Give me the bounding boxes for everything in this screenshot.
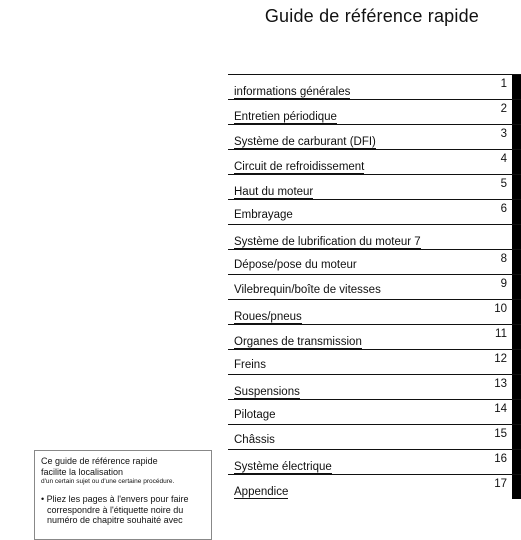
instruction-note: d'un certain sujet ou d'une certaine procédure. [41,478,175,485]
chapter-number: 11 [495,328,507,340]
chapter-number: 14 [494,403,507,415]
chapter-number: 5 [500,178,507,190]
chapter-label: Pilotage [234,409,276,421]
instruction-text: correspondre à l'étiquette noire du [47,504,184,515]
chapter-label: Freins [234,359,266,371]
chapter-row-12[interactable] [228,349,521,374]
chapter-number: 8 [500,253,507,265]
chapter-label: Organes de transmission [234,336,362,348]
instruction-text: numéro de chapitre souhaité avec [47,515,183,525]
chapter-label: Suspensions [234,386,300,398]
instruction-text: facilite la localisation [41,466,124,477]
chapter-label: Système électrique [234,461,332,473]
chapter-label: Embrayage [234,209,293,221]
chapter-row-14[interactable] [228,399,521,424]
chapter-label: Entretien périodique [234,111,337,123]
chapter-label: Roues/pneus [234,311,302,323]
chapter-row-15[interactable] [228,424,521,449]
instruction-box [34,450,212,540]
chapter-label: Vilebrequin/boîte de vitesses [234,284,381,296]
chapter-row-10[interactable] [228,299,521,324]
chapter-number: 17 [494,478,507,490]
chapter-number: 16 [494,453,507,465]
chapter-number: 4 [500,153,507,165]
chapter-label: Système de carburant (DFI) [234,136,376,148]
chapter-number: 6 [500,203,507,215]
chapter-label: Appendice [234,486,289,498]
chapter-number: 9 [500,278,507,290]
chapter-number: 3 [500,128,507,140]
chapter-number: 12 [494,353,507,365]
chapter-label: Châssis [234,434,275,446]
instruction-text: Ce guide de référence rapide [41,456,158,466]
chapter-row-1[interactable] [228,74,521,99]
chapter-number: 13 [494,378,507,390]
chapter-row-2[interactable] [228,99,521,124]
chapter-row-13[interactable] [228,374,521,399]
chapter-row-4[interactable] [228,149,521,174]
chapter-row-16[interactable] [228,449,521,474]
chapter-row-7[interactable] [228,224,521,249]
chapter-row-3[interactable] [228,124,521,149]
chapter-row-17[interactable] [228,474,521,499]
chapter-row-6[interactable] [228,199,521,224]
chapter-label: informations générales [234,86,351,98]
chapter-label: Dépose/pose du moteur [234,259,357,271]
chapter-row-8[interactable] [228,249,521,274]
chapter-number: 1 [500,78,507,90]
chapter-label: Circuit de refroidissement [234,161,365,173]
chapter-label: Haut du moteur [234,186,314,198]
chapter-row-11[interactable] [228,324,521,349]
chapter-number: 10 [494,303,507,315]
chapter-number: 2 [500,103,507,115]
chapter-row-9[interactable] [228,274,521,299]
instruction-bullet: • Pliez les pages à l'envers pour faire [41,494,189,504]
chapter-row-5[interactable] [228,174,521,199]
chapter-index [228,74,521,499]
page-title: Guide de référence rapide [264,6,479,26]
chapter-number: 15 [494,428,507,440]
spacer [41,486,205,494]
chapter-label: Système de lubrification du moteur 7 [234,236,421,248]
